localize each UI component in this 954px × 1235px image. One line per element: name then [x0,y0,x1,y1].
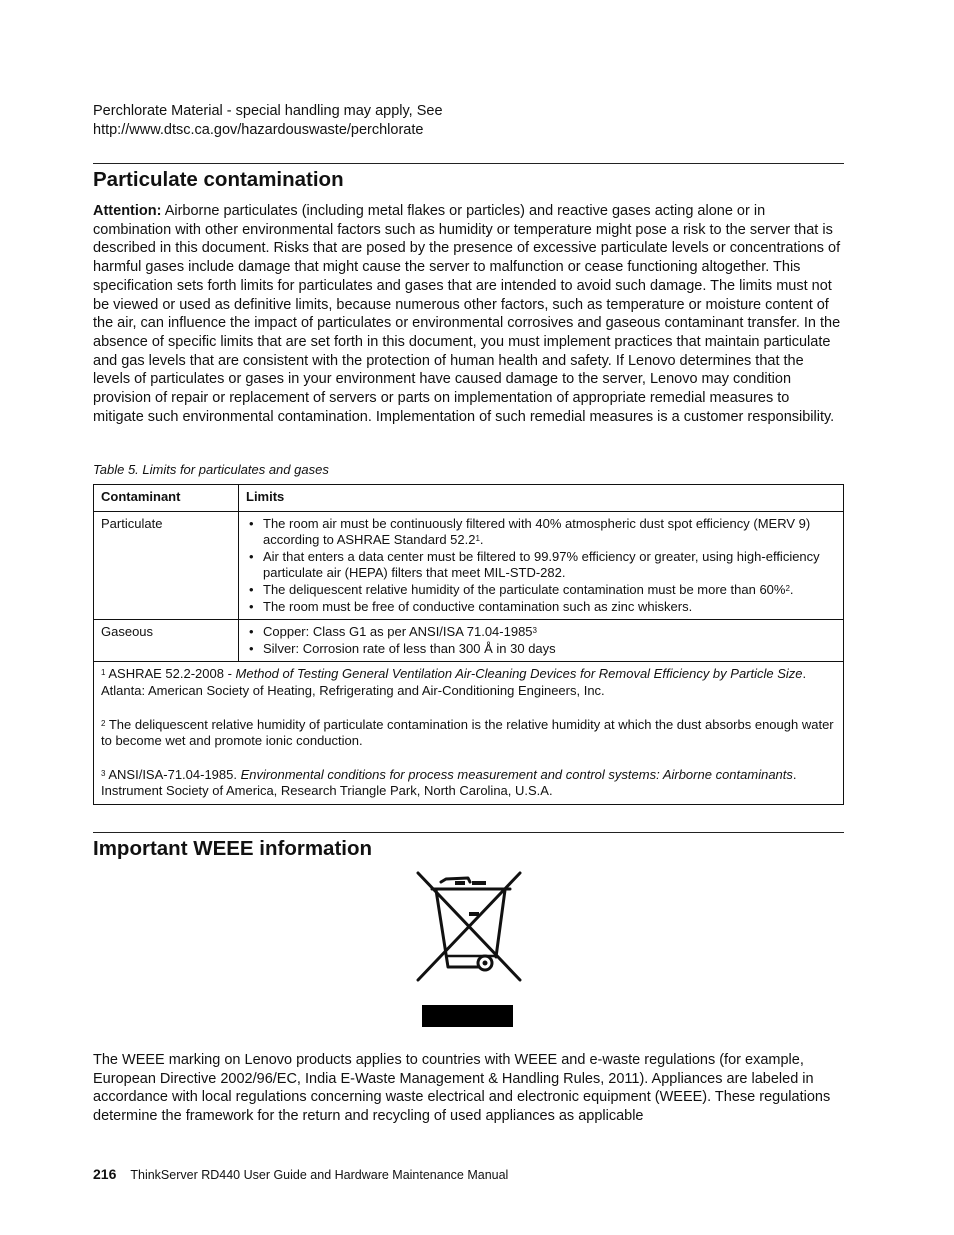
page-footer [93,1166,508,1182]
particulate-paragraph [93,202,844,426]
header-limits: Limits [239,485,844,512]
footnote-title: Method of Testing General Ventilation Air-Cleaning Devices for Removal Efficiency by Particle Size [235,666,803,682]
section-title-weee: Important WEEE information [93,837,373,860]
footnote-2 [101,717,836,750]
list-item: • The room must be free of conductive contamination such as zinc whiskers. [246,599,836,616]
footnote-1 [101,666,836,699]
list-item [246,582,836,599]
footnote-ref: 2 [785,583,790,593]
section-divider [93,163,844,164]
footnote-text: . Atlanta: American Society of Heating, Refrigerating and Air-Conditioning Engineers, Inc. [101,666,807,698]
particulate-limits-cell [239,511,844,620]
attention-label: Attention: [93,203,162,219]
gaseous-limits-cell [239,620,844,662]
bullet-end: . [479,532,484,548]
header-contaminant: Contaminant [94,485,239,512]
table-footnotes-row [94,662,844,805]
gaseous-limits-list [246,624,836,657]
footnote-number: 2 [101,718,106,728]
footnote-number: 1 [101,668,106,678]
weee-paragraph: The WEEE marking on Lenovo products applies to countries with WEEE and e-waste regulations (for example, European Directive 2002/96/EC, India E-Waste Management & Handling Rules, 2011). Appliances are labeled in accordance with local regulations concerning waste electrical and electronic equipment (WEEE). These regulations determine the framework for the return and recycling of used appliances as applicable [93,1052,831,1125]
table-row [94,511,844,620]
perchlorate-note-line1: Perchlorate Material - special handling may apply, See [93,103,443,119]
table-row [94,620,844,662]
section-title-particulate: Particulate contamination [93,168,344,191]
list-item: • Silver: Corrosion rate of less than 300 Å in 30 days [246,641,836,658]
footnote-number: 3 [101,768,106,778]
footnotes-cell [94,662,844,805]
list-item [246,516,836,549]
footnote-text: ANSI/ISA-71.04-1985. [108,766,241,782]
bullet-text: The room air must be continuously filtered with 40% atmospheric dust spot efficiency (MERV 9) according to ASHRAE Standard 52.2 [263,515,811,548]
crossed-out-wheelie-bin-icon [413,870,525,1030]
bullet-text: Copper: Class G1 as per ANSI/ISA 71.04-1985 [263,624,533,640]
bullet-text: The deliquescent relative humidity of the particulate contamination must be more than 60% [263,581,786,597]
perchlorate-note-url: http://www.dtsc.ca.gov/hazardouswaste/perchlorate [93,122,424,138]
footnote-ref: 3 [532,626,537,636]
limits-table [93,484,844,805]
particulate-limits-list [246,516,836,616]
row-label-gaseous: Gaseous [94,620,239,662]
bullet-end: . [789,581,794,597]
footnote-3 [101,767,836,800]
footnote-text: The deliquescent relative humidity of particulate contamination is the relative humidity at which the dust absorbs enough water to become wet and promote ionic conduction. [101,716,834,749]
row-label-particulate: Particulate [94,511,239,620]
perchlorate-note [93,102,443,140]
footnote-title: Environmental conditions for process measurement and control systems: Airborne contaminants [240,766,793,782]
list-item: • Air that enters a data center must be filtered to 99.97% efficiency or greater, using high-efficiency particulate air (HEPA) filters that meet MIL-STD-282. [246,549,836,582]
table-header-row [94,485,844,512]
footnote-text: . Instrument Society of America, Research Triangle Park, North Carolina, U.S.A. [101,766,797,799]
book-title: ThinkServer RD440 User Guide and Hardware Maintenance Manual [130,1168,509,1182]
page-number: 216 [93,1166,117,1182]
table-caption: Table 5. Limits for particulates and gases [93,462,329,477]
list-item [246,624,836,641]
section-divider [93,832,844,833]
particulate-body: Airborne particulates (including metal flakes or particles) and reactive gases acting alone or in combination with other environmental factors such as humidity or temperature might pose a risk to the server that is described in this document. Risks that are posed by the presence of excessive particulate levels or concentrations of harmful gases include damage that might cause the server to malfunction or cease functioning altogether. This specification sets forth limits for particulates and gases that are intended to avoid such damage. The limits must not be viewed or used as definitive limits, because numerous other factors, such as temperature or moisture content of the air, can influence the impact of particulates or environmental corrosives and gaseous contaminant transfer. In the absence of specific limits that are set forth in this document, you must implement practices that maintain particulate and gas levels that are consistent with the protection of human health and safety. If Lenovo determines that the levels of particulates or gases in your environment have caused damage to the server, Lenovo may condition provision of repair or replacement of servers or parts on implementation of appropriate remedial measures to mitigate such environmental contamination. Implementation of such remedial measures is a customer responsibility. [93,203,841,425]
footnote-text: ASHRAE 52.2-2008 - [108,666,236,682]
footnote-ref: 1 [475,534,480,544]
